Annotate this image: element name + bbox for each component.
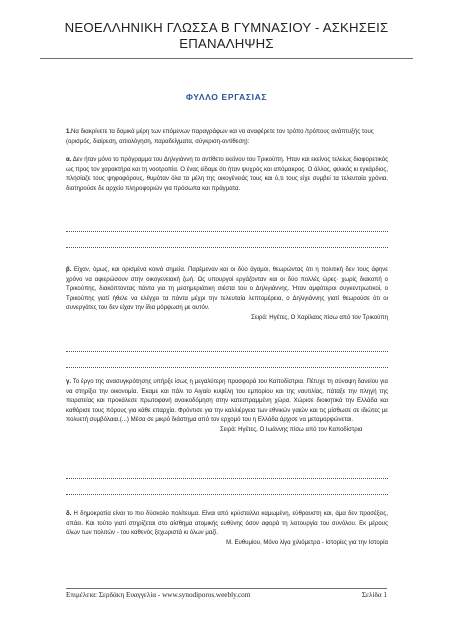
worksheet-title: ΦΥΛΛΟ ΕΡΓΑΣΙΑΣ xyxy=(185,92,268,102)
footer-credit: Επιμέλεια: Σερδάκη Ευαγγελία - www.synodiporos.weebly.com xyxy=(66,591,251,599)
header-rule xyxy=(40,58,413,59)
page-header xyxy=(40,20,413,59)
answer-line xyxy=(66,367,388,368)
paragraph-letter: α. xyxy=(66,157,72,163)
paragraph-letter: β. xyxy=(66,267,72,273)
task-text: Να διακρίνετε τα δομικά μέρη των επόμενων παραγράφων και να αναφέρετε τον τρόπο /τρόπους ανάπτυξής τους (ορισμός, διαίρεση, αιτιολόγηση, παραδείγματα, σύγκριση-αντίθεση): xyxy=(66,129,374,145)
paragraph-alpha xyxy=(66,156,388,194)
paragraph-text: Το έργο της ανασυγκρότησης υπήρξε ίσως η μεγαλύτερη προσφορά του Καποδίστρια. Πέτυχε τη σύναψη δανείου για να στηρίξει την οικονομία. Έκαμε και πάλι το Αιγαίο κυψέλη του εμπορίου και της ναυτιλίας, πάταξε την πληγή της πειρατείας και προκάλεσε πρωτοφανή ανοικοδόμηση στην κατεστραμμένη χώρα. Χώρισε διοικητικά την Ελλάδα και καθόρισε τους πόρους για κάθε επαρχία. Φρόντισε για την καλλιέργεια των εθνικών γαιών και τις μίσθωσε σε ιδιώτες με πολυετή συμβόλαια.(...) Μέσα σε μικρό διάστημα από τον ερχομό του η Ελλάδα άρχισε να μεταμορφώνεται. xyxy=(66,379,388,424)
paragraph-text: Η δημοκρατία είναι το πιο δύσκολο πολίτευμα. Είναι από κρύσταλλο καμωμένη, εύθραυστη και, άμα δεν προσέξεις, σπάει. Και τούτο γιατί στηρίζεται στο αίσθημα ατομικής ευθύνης όσον αφορά τη λειτουργία του συνόλου. Εκ μέρους όλων των πολιτών - του καθενός ξεχωριστά κι όλων μαζί. xyxy=(66,511,389,537)
header-title-line-1: ΝΕΟΕΛΛΗΝΙΚΗ ΓΛΩΣΣΑ Β ΓΥΜΝΑΣΙΟΥ - ΑΣΚΗΣΕΙΣ xyxy=(64,20,389,35)
page-footer xyxy=(66,588,387,599)
paragraph-delta xyxy=(66,510,388,548)
paragraph-source: Σειρά: Ηγέτες, Ο Χαρίλαος πίσω από τον Τρικούπη xyxy=(251,314,388,321)
paragraph-letter: δ. xyxy=(66,511,72,517)
paragraph-beta xyxy=(66,266,388,324)
header-title-line-2: ΕΠΑΝΑΛΗΨΗΣ xyxy=(179,36,274,51)
answer-line xyxy=(66,247,388,248)
answer-line xyxy=(66,231,388,232)
answer-line xyxy=(66,494,388,495)
task-instruction xyxy=(66,128,388,147)
paragraph-gamma xyxy=(66,378,388,436)
footer-rule xyxy=(66,588,387,589)
task-number: 1. xyxy=(66,129,72,135)
footer-page-number: Σελίδα 1 xyxy=(361,591,387,599)
paragraph-letter: γ. xyxy=(66,379,72,385)
answer-line xyxy=(66,351,388,352)
paragraph-text: Είχαν, όμως, και ορισμένα κοινά σημεία. Παρέμεναν και οι δύο άγαμοι, θεωρώντας ότι η πολιτική δεν τους άφηνε χρόνο να αφιερώσουν στην οικογενειακή ζωή. Ως υπουργοί εργάζονταν και οι δύο πολλές ώρες· χωρίς διακοπή ο Τρικούπης, διακόπτοντας πάντα για τη μεσημεριάτικη σιέστα του ο Δηλιγιάννης. Ήταν αμφότεροι συγκεντρωτικοί, ο Τρικούπης γιατί ήθελε να ελέγχει τα πάντα μέχρι την τελευταία λεπτομέρεια, ο Δηλιγιάννης γιατί θεωρούσε ότι οι συνεργάτες του δεν είχαν την ίδια μόρφωση με αυτόν. xyxy=(66,267,389,312)
paragraph-source: Σειρά: Ηγέτες, Ο Ιωάννης πίσω από τον Καποδίστρια xyxy=(220,426,363,433)
paragraph-text: Δεν ήταν μόνο το πρόγραμμα του Δηλιγιάννη το αντίθετο εκείνου του Τρικούπη. Ήταν και εκείνος τελείως διαφορετικός ως προς τον χαρακτήρα και τη νοοτροπία. Ο ένας είδαμε ότι ήταν ψυχρός και απόμακρος. Ο άλλος, φιλικός κι εγκάρδιος, πλησίαζε τους ψηφοφόρους, θυμόταν όλα τα μέλη της οικογένειάς τους και ό,τι τους είχε συμβεί τα τελευταία χρόνια, διατηρούσε δε αρχείο πληροφοριών για πρόσωπα και πράγματα. xyxy=(66,157,388,192)
answer-line xyxy=(66,478,388,479)
paragraph-source: Μ. Ευθυμίου, Μόνο λίγα χιλιόμετρα - Ιστορίες για την Ιστορία xyxy=(226,539,388,546)
